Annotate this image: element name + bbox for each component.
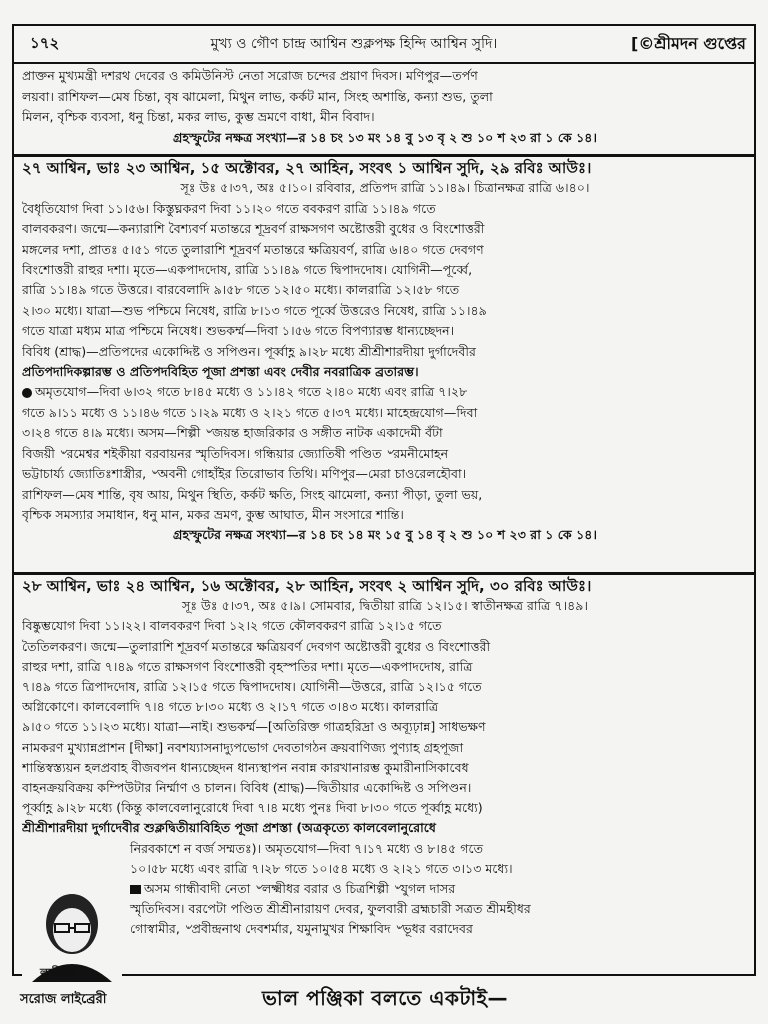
day27-line: গতে ৯।১১ মধ্যে ও ১১।৪৬ গতে ১।২৯ মধ্যে ও ২।২১ গতে ৫।৩৭ মধ্যে। মাহেন্দ্রযোগ—দিবা [22, 404, 478, 420]
day27-line: সূঃ উঃ ৫।৩৭, অঃ ৫।১০। রবিবার, প্রতিপদ রাত্রি ১১।৪৯। চিত্রানক্ষত্র রাত্রি ৬।৪০। [180, 180, 590, 196]
day27-line: বালবকরণ। জন্মে—কন্যারাশি বৈশ্যবর্ণ মতান্তরে শূদ্রবর্ণ রাক্ষসগণ অষ্টোত্তরী বুধের ও বিংশোত্তরী [22, 221, 485, 237]
day27-line: রাশিফল—মেষ শান্তি, বৃষ আয়, মিথুন স্থিতি, কর্কট ক্ষতি, সিংহ ঝামেলা, কন্যা পীড়া, তুলা ভয়, [22, 486, 483, 502]
day28-line: বাহনক্রয়বিক্রয় কম্পিউটার নির্ম্মাণ ও চালন। বিবিধ (শ্রাদ্ধ)—দ্বিতীয়ার একোদ্দিষ্ট ও সপিণ্ডন। [22, 780, 472, 796]
intro-line: প্রাক্তন মুখ্যমন্ত্রী দশরথ দেবের ও কমিউনিস্ট নেতা সরোজ চন্দের প্রয়াণ দিবস। মণিপুর—তর্পণ [22, 68, 478, 83]
day27-line: বৃশ্চিক সমস্যার সমাধান, ধনু মান, মকর ভ্রমণ, কুম্ভ আঘাত, মীন সংসারে শান্তি। [22, 506, 404, 522]
day28-line: নিরবকাশে ন বর্জ সম্মতঃ)। অমৃতযোগ—দিবা ৭।১৭ মধ্যে ও ৮।৪৫ গতে [130, 840, 484, 856]
graha-line: গ্রহস্ফুটের নক্ষত্র সংখ্যা—র ১৪ চং ১৩ মং ১৪ বু ১৩ বৃ ২ শু ১০ শ ২৩ রা ১ কে ১৪। [173, 129, 597, 145]
day28-line: নামকরণ মুখ্যান্নপ্রাশন [দীক্ষা] নবশয্যাসনাদ্যুপভোগ দেবতাগঠন ক্রয়বাণিজ্য পুণ্যাহ গ্রহপূজা [22, 739, 464, 755]
day27-line: গতে যাত্রা মধ্যম মাত্র পশ্চিমে নিষেধ। শুভকর্ম্ম—দিবা ১।৫৬ গতে বিপণ্যারম্ভ ধান্যচ্ছেদন। [22, 323, 455, 339]
page-number: ১৭২ [30, 33, 60, 52]
day28-line: শ্রীশ্রীশারদীয়া দুর্গাদেবীর শুক্লদ্বিতীয়াবিহিত পূজা প্রশস্তা (অত্রকৃত্যে কালবেলানুরোধে [22, 820, 436, 836]
day27-line: বিজয়ী ৺রমেশ্বর শইকীয়া বরবায়নর স্মৃতিদিবস। গন্ধিয়ার জ্যোতিষী পণ্ডিত ৺রমনীমোহন [22, 445, 449, 461]
day27-section [22, 158, 748, 546]
day27-heading: ২৭ আশ্বিন, ভাঃ ২৩ আশ্বিন, ১৫ অক্টোবর, ২৭ আহিন, সংবৎ ১ আশ্বিন সুদি, ২৯ রবিঃ আউঃ। [22, 159, 592, 177]
day28-line: ১০।৫৮ মধ্যে এবং রাত্রি ৭।২৮ গতে ১০।৫৪ মধ্যে ও ২।২১ গতে ৩।১৩ মধ্যে। [130, 860, 513, 876]
publisher-mark: [©শ্রীমদন গুপ্তের [631, 33, 746, 53]
day28-line: ৭।৪৯ গতে ত্রিপাদদোষ, রাত্রি ১২।১৫ গতে দ্বিপাদদোষ। যোগিনী—উত্তরে, রাত্রি ১২।১৫ গতে [22, 679, 482, 695]
day27-line: রাত্রি ১১।৪৯ গতে উত্তরে। বারবেলাদি ৯।৫৮ গতে ১২।৫০ মধ্যে। কালরাত্রি ১২।৫৮ গতে [22, 282, 460, 298]
day28-line: সূঃ উঃ ৫।৩৭, অঃ ৫।৯। সোমবার, দ্বিতীয়া রাত্রি ১২।১৫। স্বাতীনক্ষত্র রাত্রি ৭।৪৯। [182, 598, 588, 614]
page-frame [12, 24, 756, 979]
page-title: মুখ্য ও গৌণ চান্দ্র আশ্বিন শুক্লপক্ষ হিন্দি আশ্বিন সুদি। [210, 36, 498, 52]
intro-section [22, 66, 748, 148]
footer-slogan: ভাল পঞ্জিকা বলতে একটাই— [262, 986, 509, 1010]
page-header [14, 26, 754, 64]
bullet-dot-icon [22, 388, 32, 398]
day27-line: ভট্টাচার্য্য জ্যোতিঃশাস্ত্রীর, ৺অবনী গোহাঁইর তিরোভাব তিথি। মণিপুর—মেরা চাওরেলহৌবা। [22, 466, 467, 482]
graha-line: গ্রহস্ফুটের নক্ষত্র সংখ্যা—র ১৪ চং ১৪ মং ১৫ বু ১৪ বৃ ২ শু ১০ শ ২৩ রা ১ কে ১৪। [173, 527, 597, 543]
day28-section [22, 576, 748, 940]
day28-line: পূর্ব্বাহ্ণ ৯।২৮ মধ্যে (কিন্তু কালবেলানুরোধে দিবা ৭।৪ মধ্যে পুনঃ দিবা ৮।৩০ গতে পূর্ব্বাহ্ণ মধ্যে) [22, 800, 483, 816]
day28-line: ৯।৫০ গতে ১১।২৩ মধ্যে। যাত্রা—নাই। শুভকর্ম্ম—[অতিরিক্ত গাত্রহরিদ্রা ও অব্যূঢ়ান্ন] সাধভক্ষণ [22, 719, 486, 735]
day28-line: বিষ্কুম্ভযোগ দিবা ১১।২২। বালবকরণ দিবা ১২।২ গতে কৌলবকরণ রাত্রি ১২।১৫ গতে [22, 618, 442, 634]
day28-line: শান্তিস্বস্ত্যয়ন হলপ্রবাহ বীজবপন ধান্যচ্ছেদন ধান্যস্থাপন নবান্ন কারখানারম্ভ কুমারীনাসিকাবেধ [22, 759, 469, 775]
intro-line: মিলন, বৃশ্চিক ব্যবসা, ধনু চিন্তা, মকর লাভ, কুম্ভ ভ্রমণে বাধা, মীন বিবাদ। [22, 109, 375, 124]
day28-heading: ২৮ আশ্বিন, ভাঃ ২৪ আশ্বিন, ১৬ অক্টোবর, ২৮ আহিন, সংবৎ ২ আশ্বিন সুদি, ৩০ রবিঃ আউঃ। [22, 577, 592, 595]
day28-line: স্মৃতিদিবস। বরপেটা পণ্ডিত শ্রীশ্রীনারায়ণ দেবর, ফুলবারী ব্রহ্মচারী সত্রত শ্রীমহীধর [130, 901, 531, 917]
day27-line: ৩।২৪ গতে ৪।৯ মধ্যে। অসম—শিল্পী ৺জয়ন্ত হাজরিকার ও সঙ্গীত নাটক একাদেমী বঁটা [22, 425, 443, 441]
divider [14, 154, 754, 157]
day28-line: অসম গান্ধীবাদী নেতা ৺লক্ষ্মীধর বরার ও চিত্রশিল্পী ৺যুগল দাসর [22, 879, 748, 899]
day27-line: বিংশোত্তরী রাহুর দশা। মৃতে—একপাদদোষ, রাত্রি ১১।৪৯ গতে দ্বিপাদদোষ। যোগিনী—পূর্ব্বে, [22, 262, 473, 278]
intro-line: লয়বা। রাশিফল—মেষ চিন্তা, বৃষ ঝামেলা, মিথুন লাভ, কর্কট মান, সিংহ অশান্তি, কন্যা শুভ, তুলা [22, 88, 493, 104]
day28-line: গোস্বামীর, ৺প্রবীন্দ্রনাথ দেবশর্মার, যমুনামুখর শিক্ষাবিদ ৺ভূধর বরাদেবর [130, 921, 473, 937]
day27-line: প্রতিপদাদিকল্পারম্ভ ও প্রতিপদবিহিত পূজা প্রশস্তা এবং দেবীর নবরাত্রিক ব্রতারম্ভ। [22, 364, 419, 380]
portrait-caption: লক্ষ্মীধর [40, 966, 74, 979]
day28-line: অগ্নিকোণে। কালবেলাদি ৭।৪ গতে ৮।৩০ মধ্যে ও ২।১৭ গতে ৩।৪৩ মধ্যে। কালরাত্রি [22, 699, 439, 715]
divider [14, 572, 754, 575]
day27-line: বিবিধ (শ্রাদ্ধ)—প্রতিপদের একোদ্দিষ্ট ও সপিণ্ডন। পূর্ব্বাহ্ণ ৯।২৮ মধ্যে শ্রীশ্রীশারদীয়া দুর্গাদেবীর [22, 343, 476, 359]
day27-line: বৈধৃতিযোগ দিবা ১১।৫৬। কিস্তুঘ্নকরণ দিবা ১১।২০ গতে ববকরণ রাত্রি ১১।৪৯ গতে [22, 200, 436, 216]
day27-line: ২।৩০ মধ্যে। যাত্রা—শুভ পশ্চিমে নিষেধ, রাত্রি ৮।১৩ গতে পূর্ব্বে উত্তরেও নিষেধ, রাত্রি ১১।৪৯ [22, 302, 487, 318]
day28-line: তৈতিলকরণ। জন্মে—তুলারাশি শূদ্রবর্ণ মতান্তরে ক্ষত্রিয়বর্ণ দেবগণ অষ্টোত্তরী বুধের ও বিংশোত্তরী [22, 638, 491, 654]
day27-line: অমৃতযোগ—দিবা ৬।৩২ গতে ৮।৪৫ মধ্যে ও ১১।৪২ গতে ২।৪০ মধ্যে এবং রাত্রি ৭।২৮ [22, 382, 748, 402]
day27-line: মঙ্গলের দশা, প্রাতঃ ৫।৫১ গতে তুলারাশি শূদ্রবর্ণ মতান্তরে ক্ষত্রিয়বর্ণ, রাত্রি ৬।৪০ গতে দেবগণ [22, 241, 484, 257]
footer-publisher: সরোজ লাইব্রেরী [20, 992, 107, 1007]
bullet-square-icon [130, 885, 141, 894]
day28-line: রাহুর দশা, রাত্রি ৭।৪৯ গতে রাক্ষসগণ বিংশোত্তরী বৃহস্পতির দশা। মৃতে—একপাদদোষ, রাত্রি [22, 658, 473, 674]
